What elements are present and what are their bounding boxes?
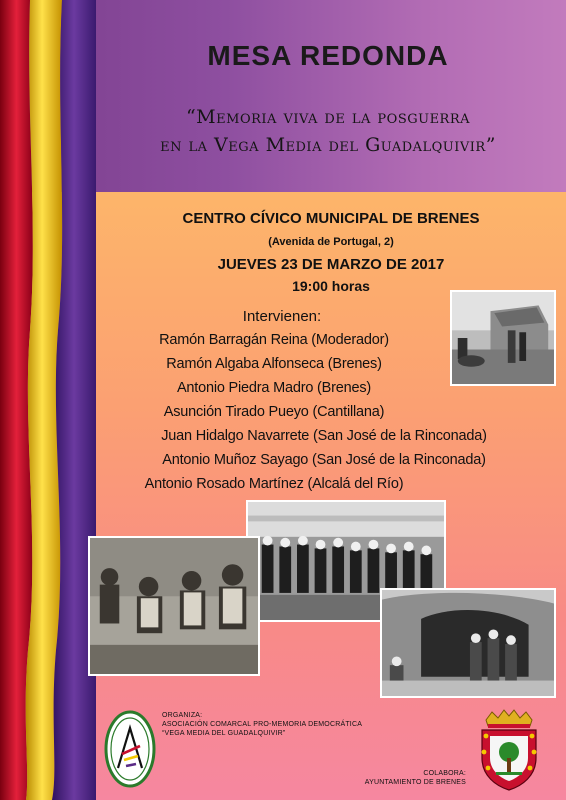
page-title: MESA REDONDA (207, 40, 449, 71)
speaker-item: Juan Hidalgo Navarrete (San José de la Rinconada) (161, 428, 487, 444)
historic-photo-children (88, 536, 260, 676)
venue-address: (Avenida de Portugal, 2) (268, 236, 394, 248)
brenes-coat-of-arms-icon (476, 706, 542, 792)
event-date: JUEVES 23 DE MARZO DE 2017 (217, 256, 445, 273)
historic-photo-cave-family (380, 588, 556, 698)
speaker-item: Antonio Rosado Martínez (Alcalá del Río) (144, 476, 404, 492)
republican-flag-image (0, 0, 96, 800)
speaker-item: Antonio Muñoz Sayago (San José de la Rinconada) (162, 452, 486, 468)
memoria-democratica-logo-icon (104, 710, 156, 788)
speaker-item: Antonio Piedra Madro (Brenes) (176, 380, 372, 396)
venue-name: CENTRO CÍVICO MUNICIPAL DE BRENES (182, 210, 480, 227)
subtitle-line-2: en la Vega Media del Guadalquivir” (160, 134, 496, 156)
speaker-item: Asunción Tirado Pueyo (Cantillana) (163, 404, 385, 420)
organiza-line-2: “VEGA MEDIA DEL GUADALQUIVIR” (162, 730, 286, 737)
speakers-heading: Intervienen: (242, 308, 322, 325)
colabora-label: COLABORA: (423, 770, 466, 777)
organiza-label: ORGANIZA: (162, 712, 203, 719)
organiza-line-1: ASOCIACIÓN COMARCAL PRO-MEMORIA DEMOCRÁTICA (162, 721, 363, 728)
historic-photo-village (450, 290, 556, 386)
speaker-item: Ramón Barragán Reina (Moderador) (159, 332, 389, 348)
speaker-item: Ramón Algaba Alfonseca (Brenes) (166, 356, 382, 372)
event-time: 19:00 horas (292, 278, 370, 294)
colabora-name: AYUNTAMIENTO DE BRENES (364, 779, 466, 786)
subtitle-line-1: “Memoria viva de la posguerra (185, 106, 471, 128)
